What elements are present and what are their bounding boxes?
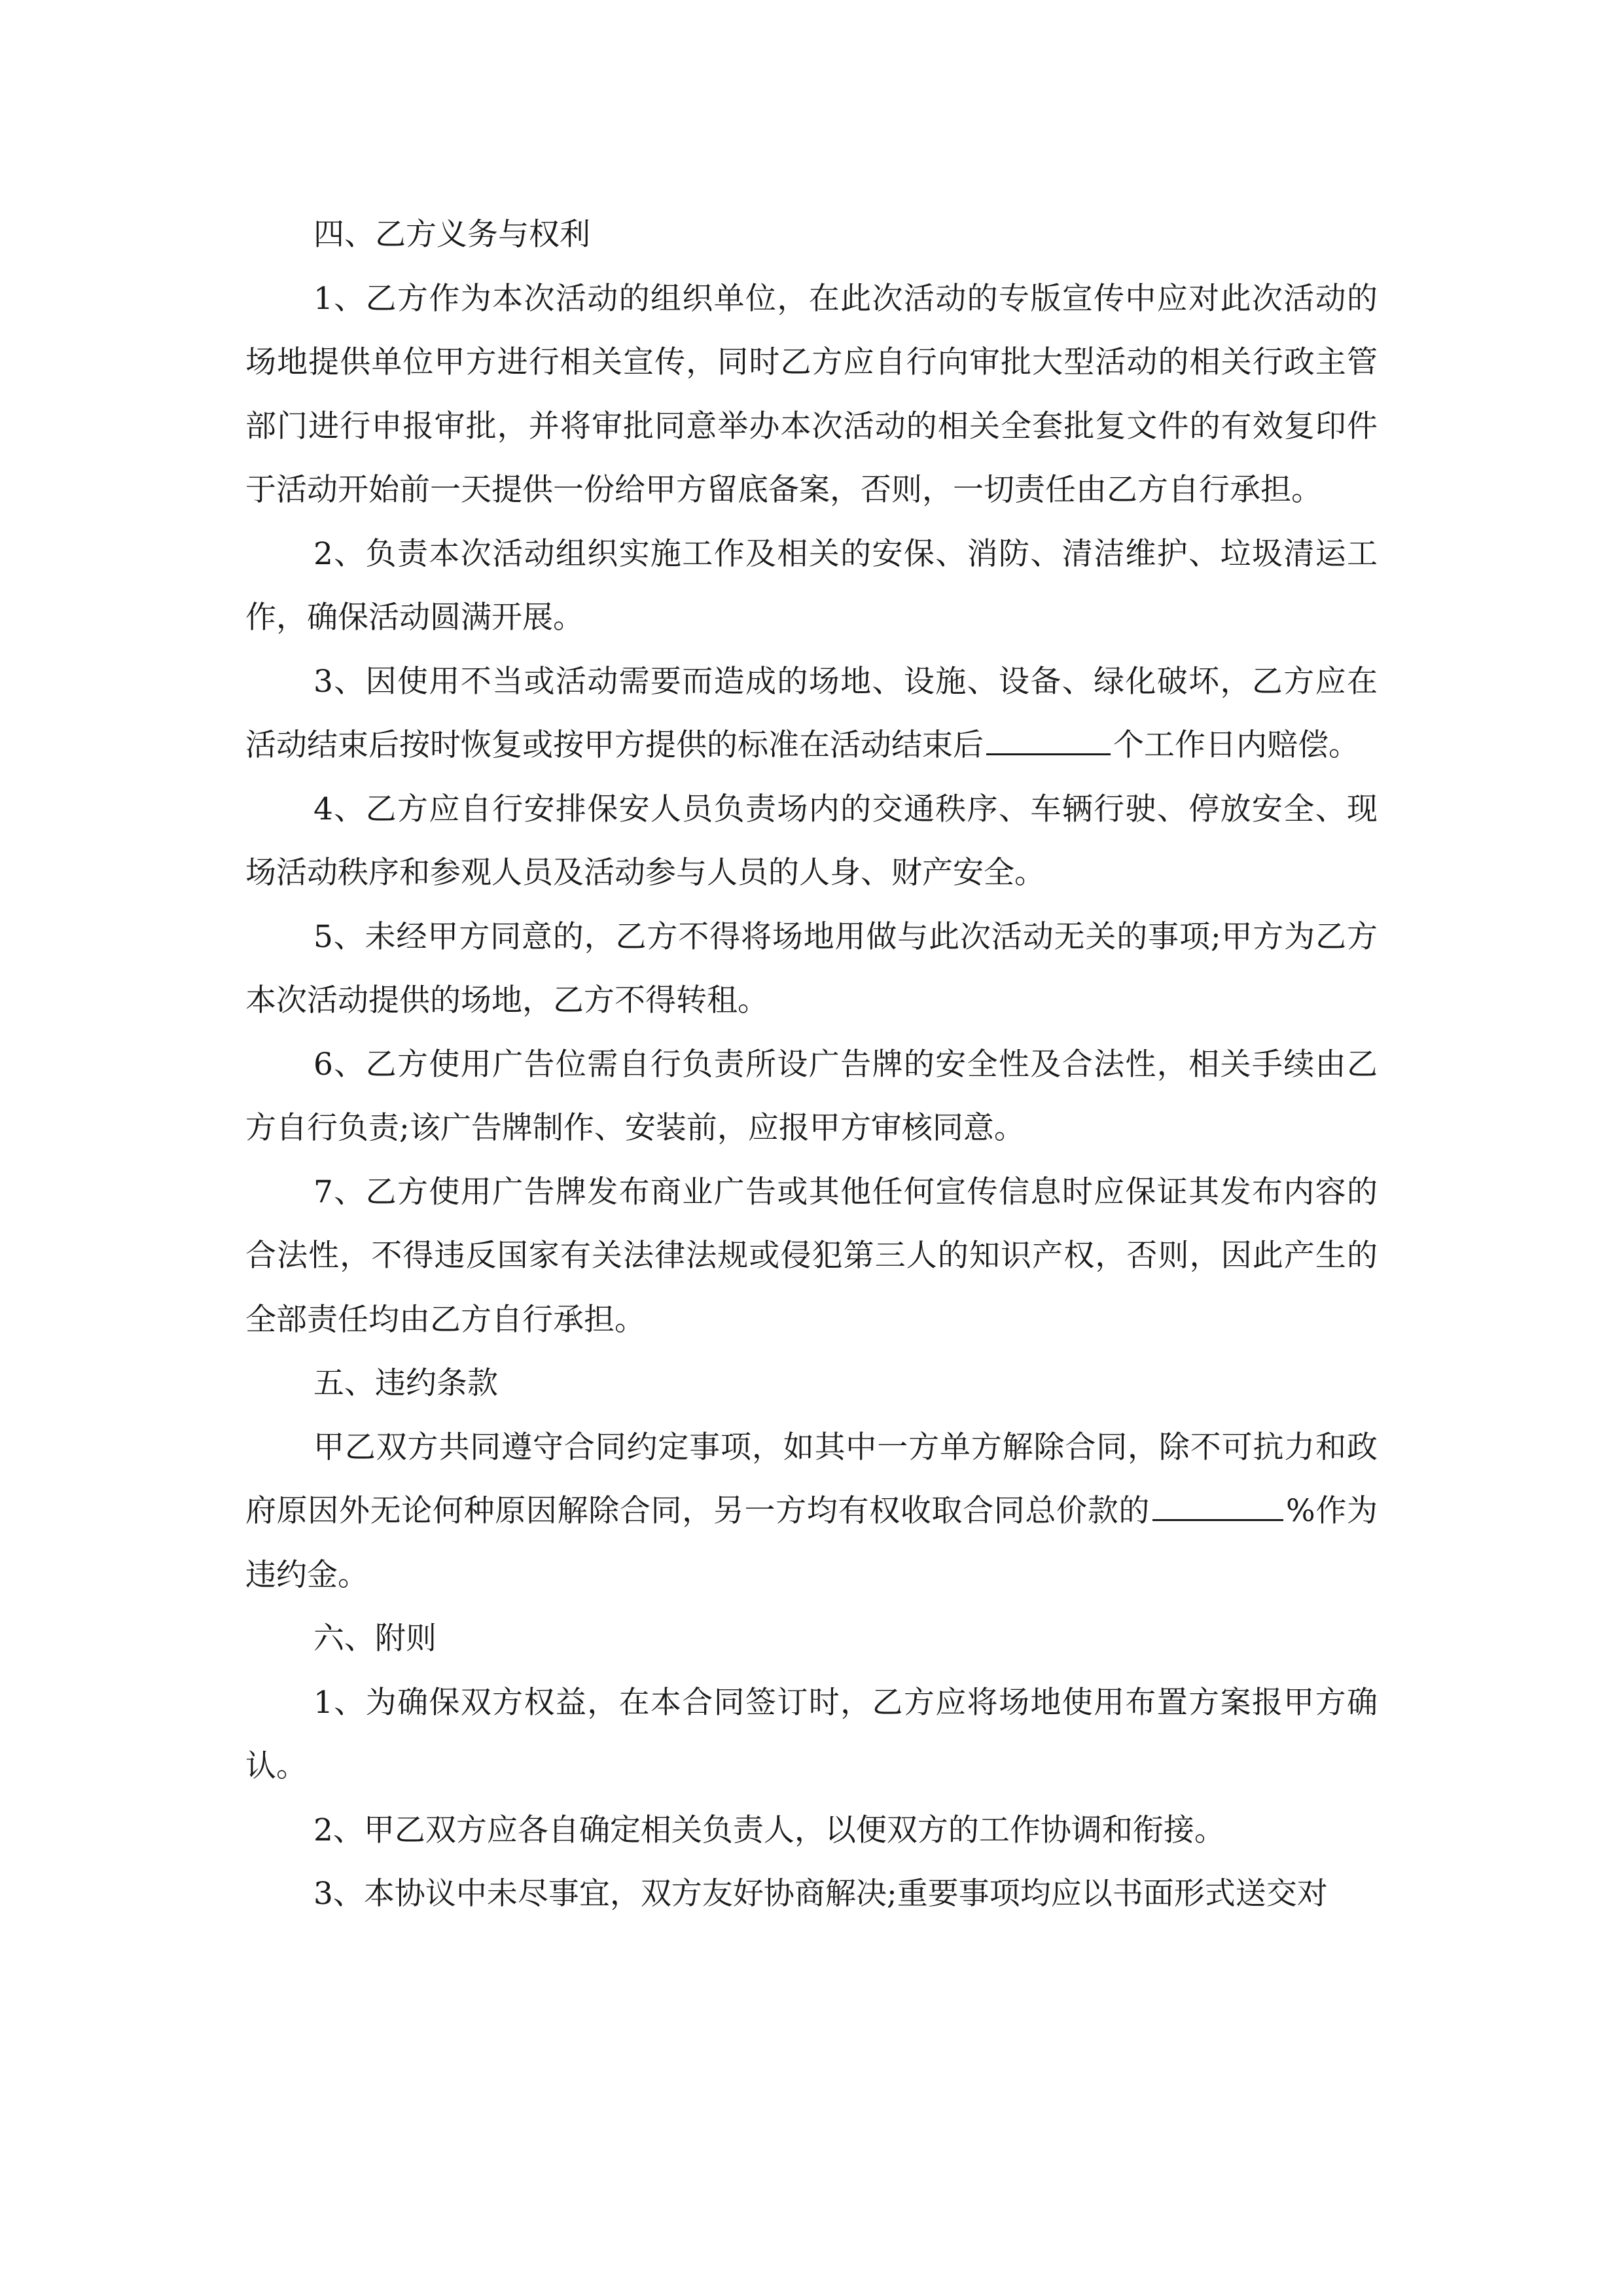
section-4-item-3	[245, 650, 1378, 778]
section-4-item-5: 5、未经甲方同意的，乙方不得将场地用做与此次活动无关的事项;甲方为乙方本次活动提供的场地，乙方不得转租。	[245, 918, 1378, 1018]
section-4-item-3-text-before: 3、因使用不当或活动需要而造成的场地、设施、设备、绿化破坏，乙方应在活动结束后按时恢复或按甲方提供的标准在活动结束后	[245, 663, 1378, 763]
section-6-item-3: 3、本协议中未尽事宜，双方友好协商解决;重要事项均应以书面形式送交对	[313, 1876, 1328, 1912]
section-4-item-6: 6、乙方使用广告位需自行负责所设广告牌的安全性及合法性，相关手续由乙方自行负责;该广告牌制作、安装前，应报甲方审核同意。	[245, 1046, 1378, 1146]
section-5-paragraph	[245, 1416, 1378, 1607]
section-4-item-1: 1、乙方作为本次活动的组织单位，在此次活动的专版宣传中应对此次活动的场地提供单位甲方进行相关宣传，同时乙方应自行向审批大型活动的相关行政主管部门进行申报审批，并将审批同意举办本次活动的相关全套批复文件的有效复印件于活动开始前一天提供一份给甲方留底备案，否则，一切责任由乙方自行承担。	[245, 280, 1378, 508]
section-4-item-3-text-after: 个工作日内赔偿。	[1113, 727, 1359, 763]
section-5-heading: 五、违约条款	[313, 1365, 498, 1401]
fill-in-blank-percentage	[1152, 1493, 1283, 1521]
section-4-item-2: 2、负责本次活动组织实施工作及相关的安保、消防、清洁维护、垃圾清运工作，确保活动圆满开展。	[245, 535, 1378, 636]
section-6-item-1: 1、为确保双方权益，在本合同签订时，乙方应将场地使用布置方案报甲方确认。	[245, 1684, 1378, 1784]
section-5-text-before: 甲乙双方共同遵守合同约定事项，如其中一方单方解除合同，除不可抗力和政府原因外无论何种原因解除合同，另一方均有权收取合同总价款的	[245, 1429, 1378, 1529]
fill-in-blank-workdays	[986, 727, 1111, 755]
section-6-item-2: 2、甲乙双方应各自确定相关负责人，以便双方的工作协调和衔接。	[313, 1812, 1225, 1848]
section-4-heading: 四、乙方义务与权利	[313, 217, 590, 253]
section-6-heading: 六、附则	[313, 1621, 437, 1657]
section-4-item-4: 4、乙方应自行安排保安人员负责场内的交通秩序、车辆行驶、停放安全、现场活动秩序和参观人员及活动参与人员的人身、财产安全。	[245, 791, 1378, 891]
document-body	[245, 203, 1378, 1926]
section-5-text-after: %作为违约金。	[245, 1493, 1378, 1593]
section-4-item-7: 7、乙方使用广告牌发布商业广告或其他任何宣传信息时应保证其发布内容的合法性，不得违反国家有关法律法规或侵犯第三人的知识产权，否则，因此产生的全部责任均由乙方自行承担。	[245, 1174, 1378, 1338]
